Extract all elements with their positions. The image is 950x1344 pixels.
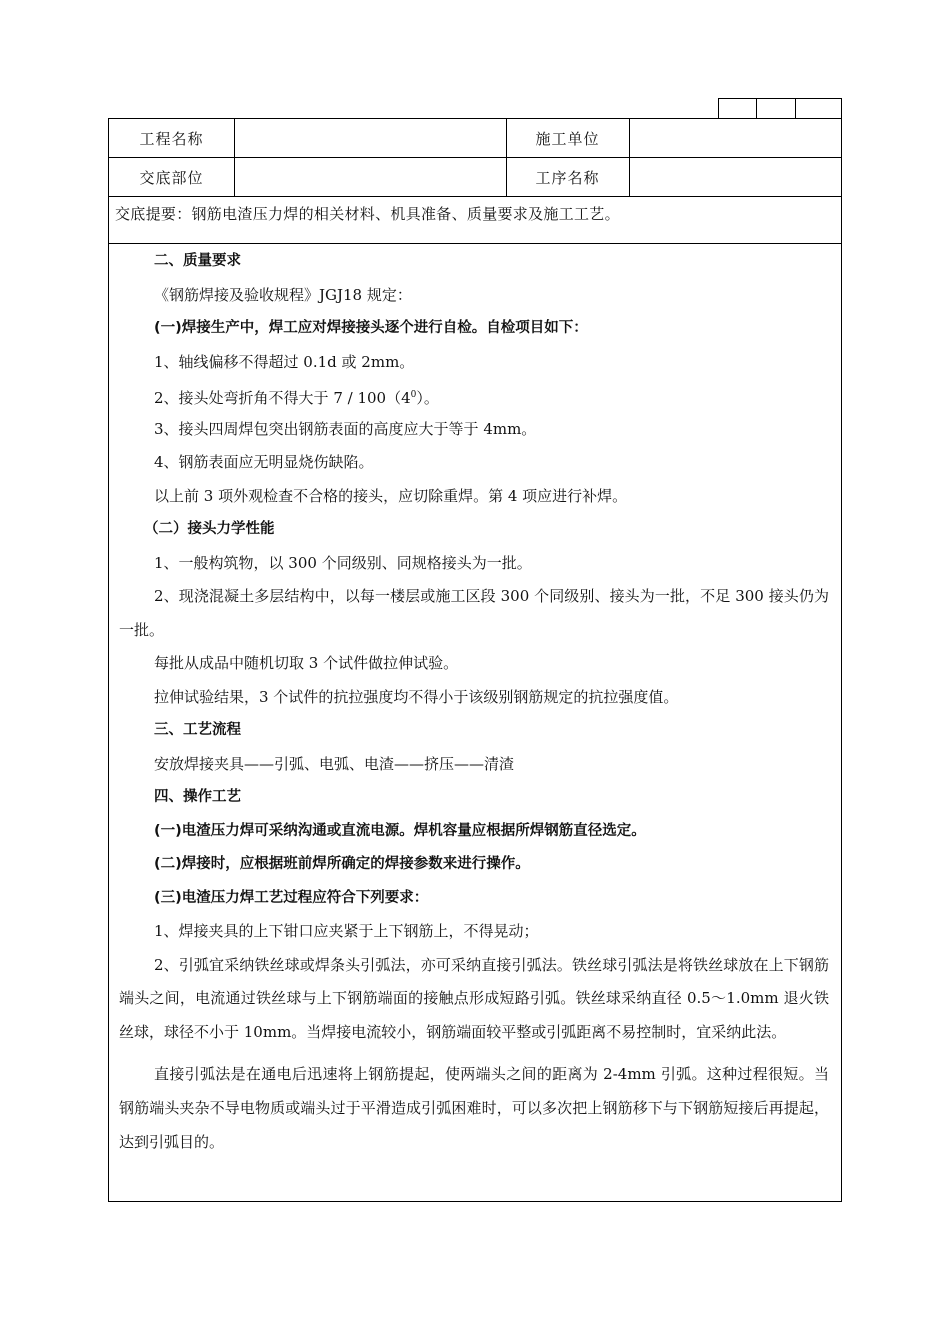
operation-3: (三)电渣压力焊工艺过程应符合下列要求： [154, 889, 429, 906]
section-3-title: 三、工艺流程 [154, 722, 241, 738]
sampling-note: 每批从成品中随机切取 3 个试件做拉伸试验。 [154, 654, 459, 672]
section-4-title: 四、操作工艺 [154, 789, 241, 805]
project-name-value [235, 119, 506, 157]
page-box [718, 98, 756, 119]
spec-reference: 《钢筋焊接及验收规程》JGJ18 规定： [154, 285, 412, 304]
content-body [109, 245, 841, 1201]
summary-text: 交底提要：钢筋电渣压力焊的相关材料、机具准备、质量要求及施工工艺。 [115, 205, 620, 223]
page-box [756, 98, 794, 119]
direct-arc-paragraph: 直接引弧法是在通电后迅速将上钢筋提起，使两端头之间的距离为 2-4mm 引弧。这种过程很短。当钢筋端头夹杂不导电物质或端头过于平滑造成引弧困难时，可以多次把上钢筋移下与下钢筋短接后再提起，达到引弧目的。 [119, 1065, 829, 1151]
location-value [235, 158, 506, 196]
operation-1: (一)电渣压力焊可采纳沟通或直流电源。焊机容量应根据所焊钢筋直径选定。 [154, 822, 646, 839]
contractor-label: 施工单位 [535, 129, 600, 148]
process-value [630, 158, 840, 196]
process-flow: 安放焊接夹具——引弧、电弧、电渣——挤压——清渣 [154, 754, 515, 773]
process-label: 工序名称 [535, 168, 600, 187]
requirement-2: 2、引弧宜采纳铁丝球或焊条头引弧法，亦可采纳直接引弧法。铁丝球引弧法是将铁丝球放在上下钢筋端头之间，电流通过铁丝球与上下钢筋端面的接触点形成短路引弧。铁丝球采纳直径 0.5～1.0mm 退火铁丝球，球径不小于 10mm。当焊接电流较小，钢筋端面较平整或引弧距离不易控制时，宜采纳此法。 [119, 955, 829, 1041]
rework-note: 以上前 3 项外观检查不合格的接头，应切除重焊。第 4 项应进行补焊。 [154, 486, 628, 505]
section-2-1-title: (一)焊接生产中，焊工应对焊接接头逐个进行自检。自检项目如下： [154, 320, 588, 336]
tensile-note: 拉伸试验结果，3 个试件的抗拉强度均不得小于该级别钢筋规定的抗拉强度值。 [154, 687, 679, 706]
batch-rule-2: 2、现浇混凝土多层结构中，以每一楼层或施工区段 300 个同级别、接头为一批，不足 300 接头仍为一批。 [119, 587, 829, 639]
check-item-2: 2、接头处弯折角不得大于 $7 / 100(4^0)$。 [154, 389, 439, 407]
summary-row [109, 197, 841, 244]
operation-2: (二)焊接时，应根据班前焊所确定的焊接参数来进行操作。 [154, 856, 530, 872]
page-number-boxes [718, 98, 842, 118]
header-row-2 [109, 158, 841, 197]
header-row-1 [109, 119, 841, 158]
check-item-3: 3、接头四周焊包突出钢筋表面的高度应大于等于 4mm。 [154, 419, 537, 438]
project-name-label: 工程名称 [139, 129, 204, 148]
contractor-value [630, 119, 840, 157]
section-2-2-title: （二）接头力学性能 [144, 521, 275, 537]
section-2-title: 二、质量要求 [154, 253, 241, 269]
check-item-4: 4、钢筋表面应无明显烧伤缺陷。 [154, 453, 374, 471]
check-item-1: 1、轴线偏移不得超过 0.1d 或 2mm。 [154, 352, 415, 371]
location-label: 交底部位 [139, 168, 204, 187]
requirement-1: 1、焊接夹具的上下钳口应夹紧于上下钢筋上，不得晃动； [154, 922, 539, 940]
page-box [795, 98, 842, 119]
disclosure-sheet [108, 118, 842, 1202]
batch-rule-1: 1、一般构筑物，以 300 个同级别、同规格接头为一批。 [154, 553, 532, 572]
